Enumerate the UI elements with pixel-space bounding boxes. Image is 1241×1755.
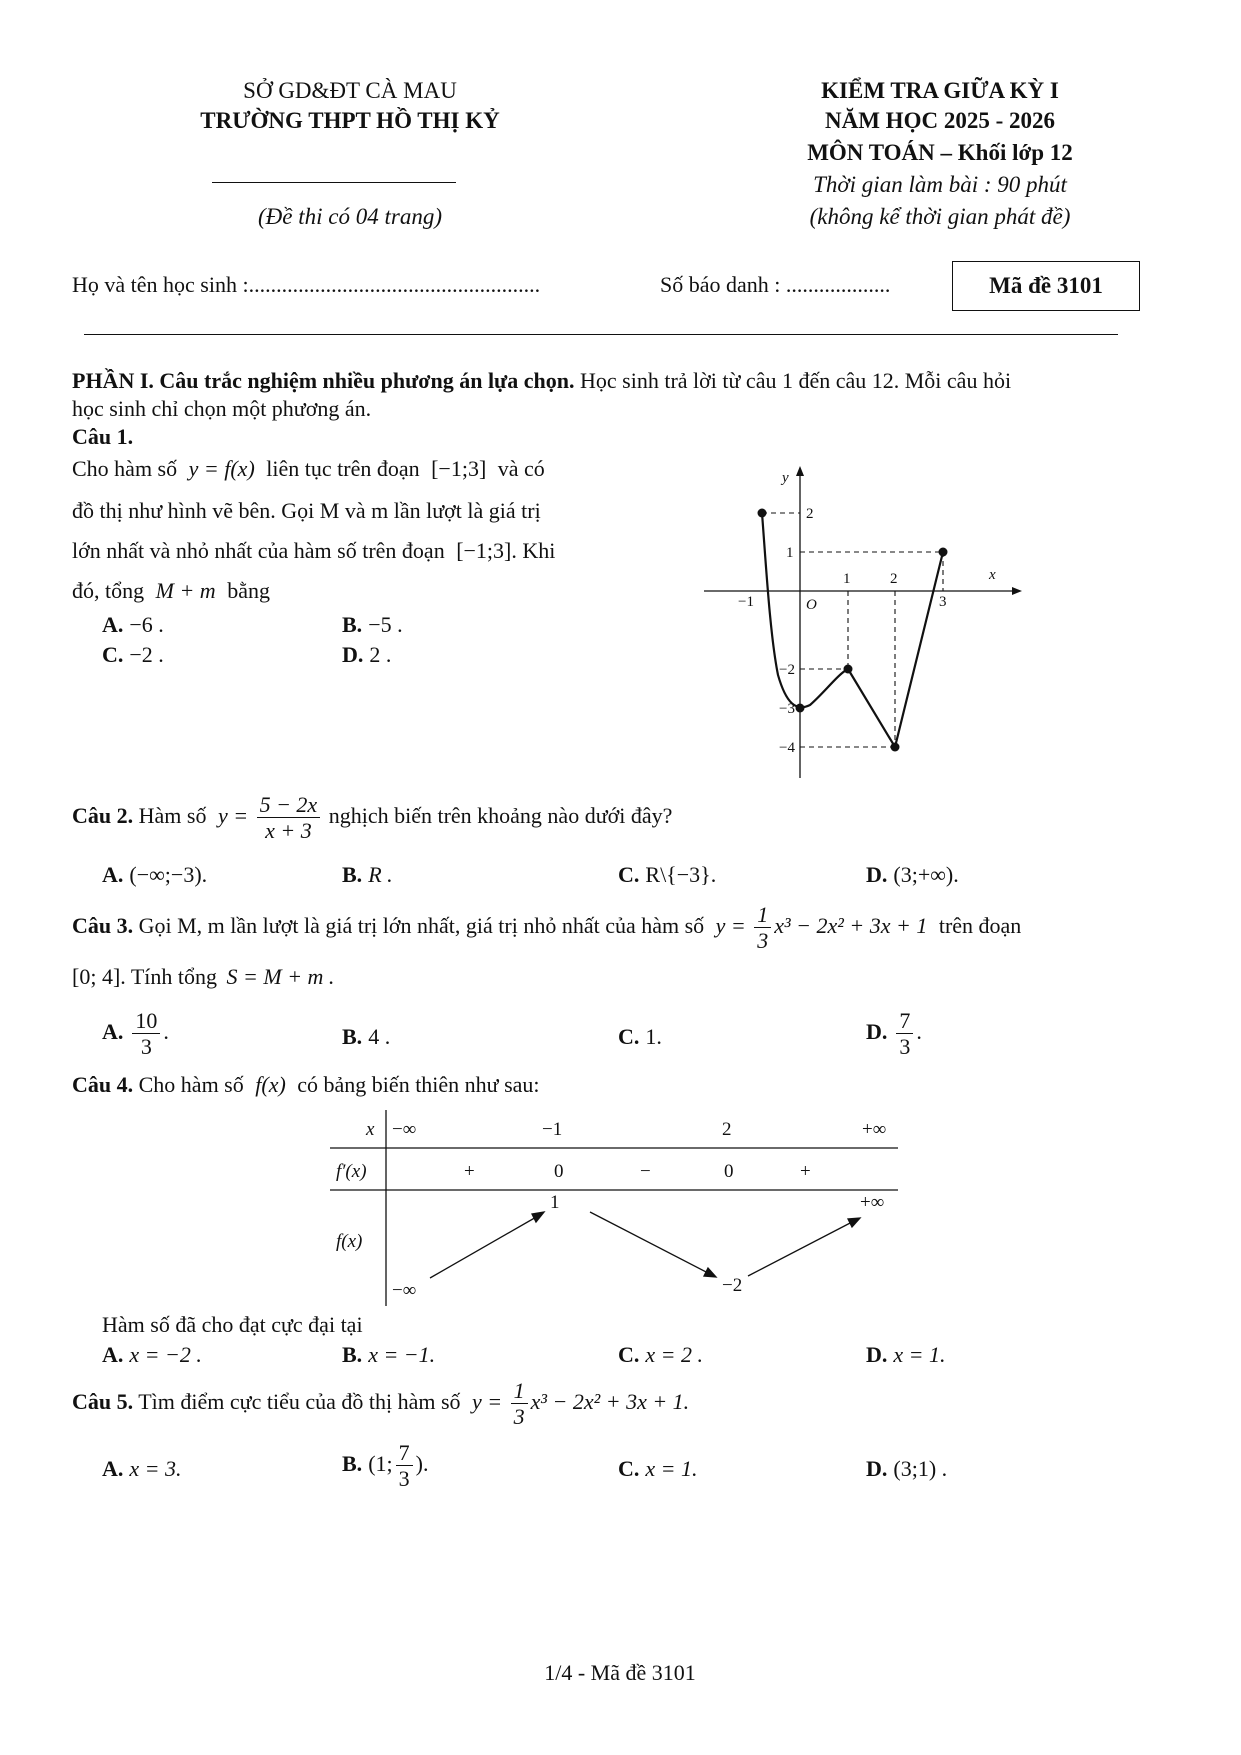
option-denominator: 3 <box>140 1034 152 1060</box>
q4-option-d[interactable] <box>866 1342 946 1368</box>
tick-label-y-neg2: −2 <box>779 662 795 678</box>
q2-option-d[interactable] <box>866 862 959 888</box>
student-name-field: Họ và tên học sinh :..................................................... <box>72 272 541 297</box>
q2-denominator: x + 3 <box>265 818 312 844</box>
q5-label: Câu 5. <box>72 1388 134 1414</box>
option-numerator: 7 <box>396 1440 413 1466</box>
q3-numerator: 1 <box>754 902 771 928</box>
option-key: B. <box>342 1450 363 1476</box>
q3-option-c[interactable] <box>618 1024 662 1050</box>
q3-interval: [0; 4] <box>72 964 121 989</box>
q2-fraction <box>257 792 321 844</box>
row-label-x: x <box>366 1119 375 1140</box>
q3-option-d[interactable] <box>866 1008 922 1060</box>
option-numerator: 7 <box>896 1008 913 1034</box>
q1-text: liên tục trên đoạn <box>266 456 420 481</box>
q5-denominator: 3 <box>513 1404 525 1430</box>
option-text: (1; <box>368 1450 393 1476</box>
option-key: A. <box>102 1456 124 1481</box>
point-2-neg4 <box>891 743 900 752</box>
option-key: B. <box>342 1024 363 1049</box>
q2-label: Câu 2. <box>72 802 134 828</box>
q1-option-a[interactable] <box>102 612 164 638</box>
q1-text: bằng <box>227 578 270 603</box>
q1-line2: đồ thị như hình vẽ bên. Gọi M và m lần lượt là giá trị <box>72 498 541 523</box>
q2-stem <box>72 792 672 844</box>
tick-label-x-1: 1 <box>843 571 851 587</box>
f-value: −2 <box>722 1275 743 1296</box>
q5-stem <box>72 1378 689 1430</box>
header-divider <box>212 182 456 183</box>
option-text: x = −2 . <box>129 1342 202 1367</box>
q3-denominator: 3 <box>757 928 769 954</box>
tick-label-y-neg3: −3 <box>779 701 795 717</box>
q2-text: nghịch biến trên khoảng nào dưới đây? <box>328 802 673 828</box>
x-value: +∞ <box>862 1119 887 1140</box>
option-text: 4 . <box>368 1024 391 1049</box>
school-department: SỞ GD&ĐT CÀ MAU <box>243 78 457 103</box>
f-value: −∞ <box>392 1280 417 1301</box>
q1-interval: [−1;3] <box>431 456 487 481</box>
option-fraction <box>132 1008 160 1060</box>
q1-option-b[interactable] <box>342 612 403 638</box>
option-text: 1. <box>645 1024 662 1049</box>
q2-numerator: 5 − 2x <box>257 792 321 818</box>
option-key: D. <box>342 642 364 667</box>
row-label-f: f(x) <box>336 1231 363 1252</box>
q1-expression: M + m <box>155 578 216 603</box>
point-1-neg2 <box>844 665 853 674</box>
option-key: B. <box>342 862 363 887</box>
row-label-fprime: f′(x) <box>336 1161 367 1182</box>
option-text: ). <box>415 1450 429 1476</box>
q3-text: . Tính tổng <box>120 964 218 989</box>
q3-fraction <box>754 902 771 954</box>
exam-duration: Thời gian làm bài : 90 phút <box>813 172 1067 197</box>
option-key: C. <box>618 1342 640 1367</box>
part1-title: PHẦN I. Câu trắc nghiệm nhiều phương án lựa chọn. <box>72 368 575 393</box>
f-value: 1 <box>550 1192 560 1213</box>
option-fraction <box>896 1008 913 1060</box>
point-0-neg3 <box>796 704 805 713</box>
x-value: −1 <box>542 1119 563 1140</box>
q2-y: y = <box>217 802 249 828</box>
q3-stem <box>72 902 1021 954</box>
q1-option-d[interactable] <box>342 642 391 668</box>
q1-function: y = f(x) <box>188 456 255 481</box>
option-denominator: 3 <box>398 1466 410 1492</box>
exam-title: KIỂM TRA GIỮA KỲ I <box>821 78 1059 103</box>
q1-label: Câu 1. <box>72 424 134 449</box>
tick-label-y-neg4: −4 <box>779 740 795 756</box>
option-text: x = 2 . <box>645 1342 704 1367</box>
q4-text: có bảng biến thiên như sau: <box>297 1072 540 1097</box>
q1-line3 <box>72 538 555 564</box>
q4-function: f(x) <box>255 1072 286 1097</box>
option-text: (3;1) . <box>893 1456 948 1481</box>
school-name: TRƯỜNG THPT HỒ THỊ KỶ <box>200 108 500 133</box>
q5-option-c[interactable] <box>618 1456 698 1482</box>
derivative-sign: + <box>464 1161 475 1182</box>
y-axis-label: y <box>782 470 789 486</box>
q1-line1 <box>72 456 545 482</box>
option-suffix: . <box>916 1018 922 1044</box>
q5-numerator: 1 <box>511 1378 528 1404</box>
q4-question: Hàm số đã cho đạt cực đại tại <box>102 1312 363 1337</box>
option-text: −5 . <box>368 612 403 637</box>
q5-y: y = <box>472 1388 503 1414</box>
option-key: A. <box>102 1018 124 1044</box>
origin-label: O <box>806 597 817 613</box>
f-value: +∞ <box>860 1192 885 1213</box>
q3-text: Gọi M, m lần lượt là giá trị lớn nhất, giá trị nhỏ nhất của hàm số <box>138 912 705 938</box>
x-value: −∞ <box>392 1119 417 1140</box>
y-axis-arrow-icon <box>796 466 804 476</box>
q2-option-b[interactable] <box>342 862 393 888</box>
q4-option-b[interactable] <box>342 1342 435 1368</box>
pages-note: (Đề thi có 04 trang) <box>258 204 442 229</box>
x-axis-label: x <box>989 567 996 583</box>
option-text: 2 . <box>369 642 392 667</box>
tick-label-y-1: 1 <box>786 545 794 561</box>
point-3-1 <box>939 548 948 557</box>
option-key: C. <box>618 1456 640 1481</box>
q1-text: . Khi <box>511 538 556 563</box>
option-text: x = 1. <box>893 1342 946 1367</box>
q5-fraction <box>511 1378 528 1430</box>
subject-grade: MÔN TOÁN – Khối lớp 12 <box>807 140 1073 165</box>
option-key: D. <box>866 1456 888 1481</box>
tick-label-x-neg1: −1 <box>738 594 754 610</box>
derivative-sign: 0 <box>724 1161 734 1182</box>
arrow-up-icon <box>532 1212 544 1222</box>
q4-stem <box>72 1072 540 1098</box>
option-key: B. <box>342 1342 363 1367</box>
q5-option-b[interactable] <box>342 1440 428 1492</box>
x-value: 2 <box>722 1119 732 1140</box>
q3-option-b[interactable] <box>342 1024 390 1050</box>
q4-label: Câu 4. <box>72 1072 134 1097</box>
derivative-sign: 0 <box>554 1161 564 1182</box>
school-year: NĂM HỌC 2025 - 2026 <box>825 108 1055 133</box>
option-numerator: 10 <box>132 1008 160 1034</box>
arrow-up-icon <box>848 1218 860 1227</box>
q2-option-a[interactable] <box>102 862 207 888</box>
page-footer: 1/4 - Mã đề 3101 <box>544 1660 696 1685</box>
q2-option-c[interactable] <box>618 862 716 888</box>
q3-expression: x³ − 2x² + 3x + 1 <box>774 912 928 938</box>
option-text: R . <box>368 862 393 887</box>
option-key: D. <box>866 862 888 887</box>
q3-line2 <box>72 964 334 990</box>
q5-option-d[interactable] <box>866 1456 947 1482</box>
q5-text: Tìm điểm cực tiểu của đồ thị hàm số <box>138 1388 461 1414</box>
option-fraction <box>396 1440 413 1492</box>
q3-label: Câu 3. <box>72 912 134 938</box>
q3-option-a[interactable] <box>102 1008 169 1060</box>
derivative-sign: + <box>800 1161 811 1182</box>
student-id-field: Số báo danh : ................... <box>660 272 891 297</box>
option-key: A. <box>102 612 124 637</box>
q1-interval: [−1;3] <box>456 538 512 563</box>
q3-text: trên đoạn <box>938 912 1022 938</box>
x-axis-arrow-icon <box>1012 587 1022 595</box>
q5-expression: x³ − 2x² + 3x + 1. <box>530 1388 690 1414</box>
option-key: B. <box>342 612 363 637</box>
option-text: (3;+∞). <box>893 862 959 887</box>
q1-function-graph <box>700 460 1030 780</box>
q4-option-c[interactable] <box>618 1342 703 1368</box>
q1-option-c[interactable] <box>102 642 164 668</box>
tick-label-y-2: 2 <box>806 506 814 522</box>
option-key: A. <box>102 1342 124 1367</box>
part1-instr-line2: học sinh chỉ chọn một phương án. <box>72 396 372 421</box>
option-suffix: . <box>163 1018 169 1044</box>
option-key: C. <box>618 862 640 887</box>
q4-option-a[interactable] <box>102 1342 202 1368</box>
part1-instructions <box>72 366 1182 396</box>
option-text: x = 3. <box>129 1456 182 1481</box>
derivative-sign: − <box>640 1161 651 1182</box>
option-text: (−∞;−3). <box>129 862 208 887</box>
option-text: −6 . <box>129 612 164 637</box>
option-key: C. <box>618 1024 640 1049</box>
info-divider <box>84 334 1118 335</box>
q3-expression: S = M + m . <box>226 964 335 989</box>
option-key: A. <box>102 862 124 887</box>
tick-label-x-2: 2 <box>890 571 898 587</box>
option-key: D. <box>866 1018 888 1044</box>
option-text: R\{−3}. <box>645 862 717 887</box>
duration-note: (không kể thời gian phát đề) <box>809 204 1071 229</box>
option-text: x = −1. <box>368 1342 436 1367</box>
option-denominator: 3 <box>899 1034 911 1060</box>
option-key: D. <box>866 1342 888 1367</box>
option-text: x = 1. <box>645 1456 698 1481</box>
tick-label-x-3: 3 <box>939 594 947 610</box>
q5-option-a[interactable] <box>102 1456 182 1482</box>
q3-y: y = <box>715 912 746 938</box>
point-neg1-2 <box>758 509 767 518</box>
option-key: C. <box>102 642 124 667</box>
q4-variation-table <box>330 1108 910 1308</box>
arrow-down-icon <box>704 1268 716 1277</box>
q1-text: Cho hàm số <box>72 456 178 481</box>
variation-arrows <box>430 1212 860 1278</box>
option-text: −2 . <box>129 642 164 667</box>
q1-text: đó, tổng <box>72 578 145 603</box>
q4-text: Cho hàm số <box>138 1072 244 1097</box>
exam-code-box: Mã đề 3101 <box>952 261 1140 311</box>
q2-text: Hàm số <box>138 802 207 828</box>
part1-instr-line1: Học sinh trả lời từ câu 1 đến câu 12. Mỗi câu hỏi <box>580 368 1012 393</box>
q1-text: lớn nhất và nhỏ nhất của hàm số trên đoạn <box>72 538 445 563</box>
q1-text: và có <box>497 456 545 481</box>
q1-line4 <box>72 578 270 604</box>
